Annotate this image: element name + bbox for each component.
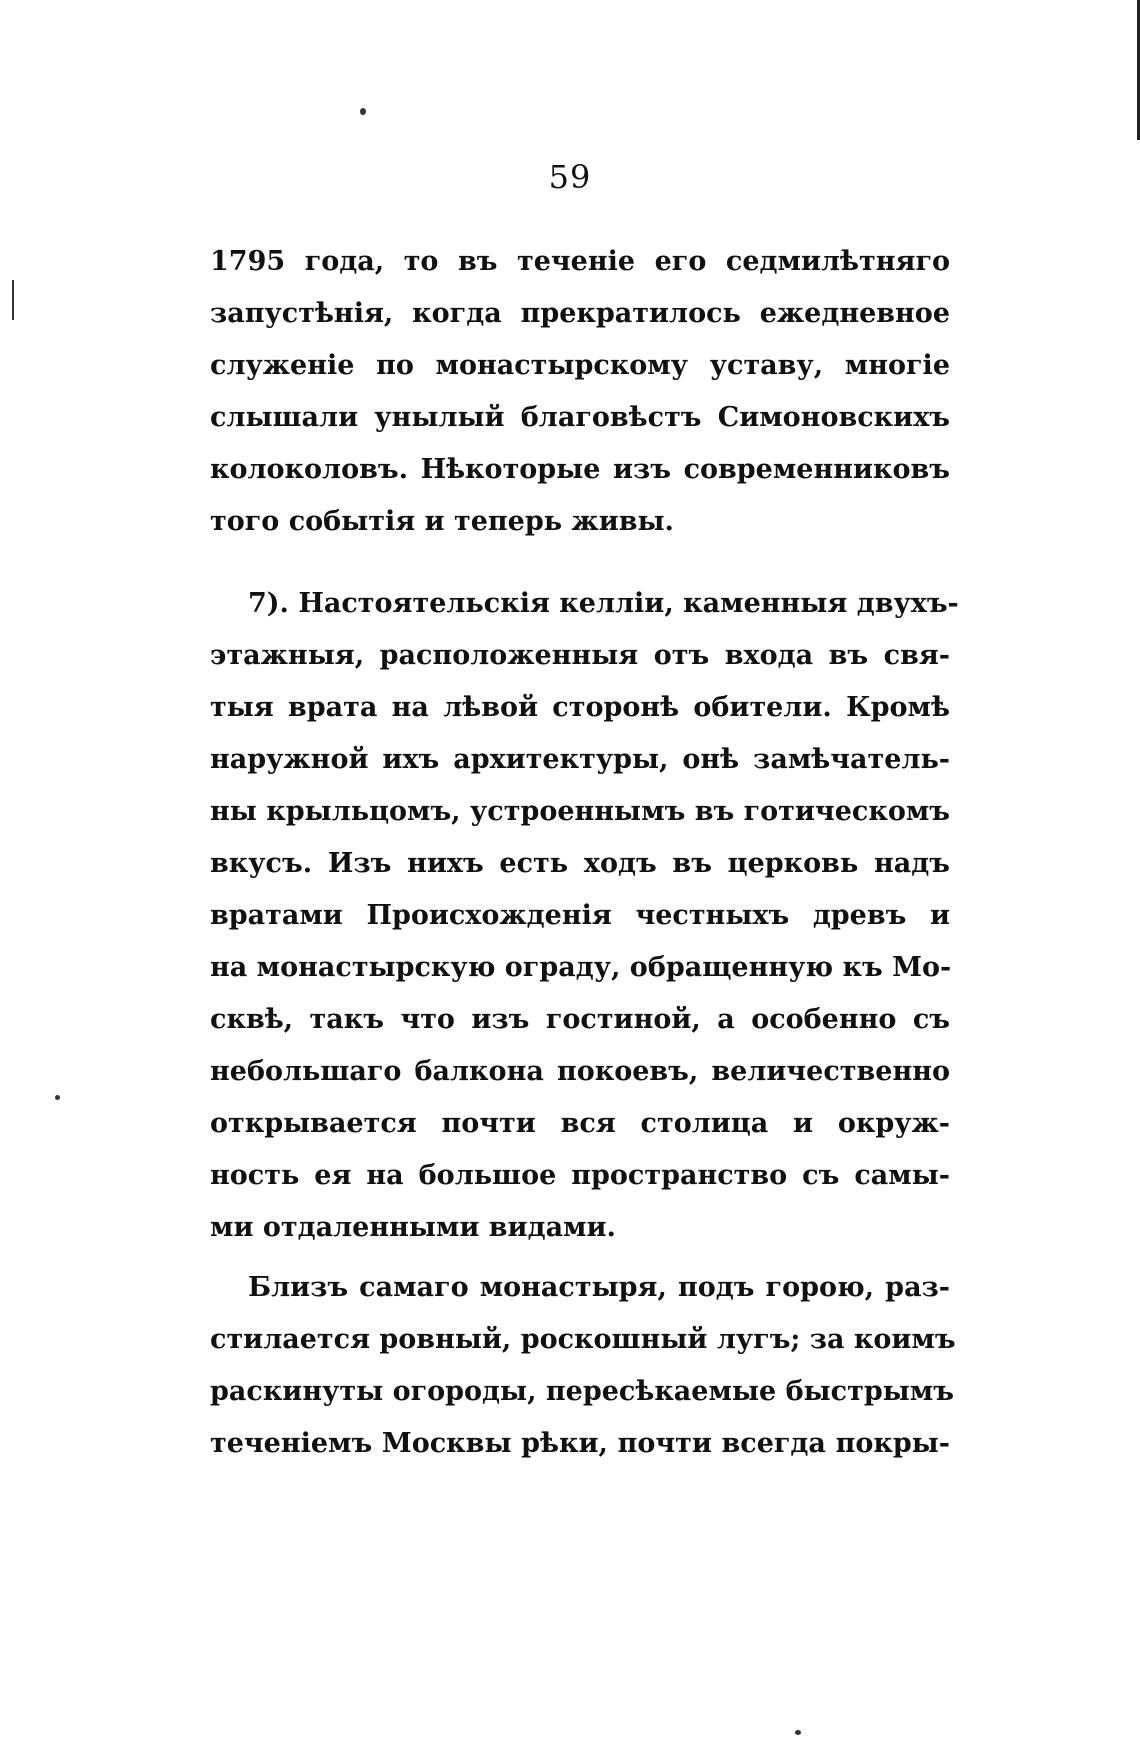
text-line: вкусъ. Изъ нихъ есть ходъ въ церковь надъ — [210, 848, 950, 879]
text-line: ны крыльцомъ, устроеннымъ въ готическомъ — [210, 796, 950, 827]
text-line: этажныя, расположенныя отъ входа въ свя- — [210, 640, 950, 671]
text-line: 1795 года, то въ теченіе его седмилѣтняго — [210, 246, 950, 277]
text-line: Близъ самаго монастыря, подъ горою, раз- — [248, 1272, 950, 1303]
text-line: раскинуты огороды, пересѣкаемые быстрымъ — [210, 1376, 954, 1407]
text-line: открывается почти вся столица и окруж- — [210, 1108, 950, 1139]
text-line: того событія и теперь живы. — [210, 506, 674, 537]
scan-speck — [55, 1095, 60, 1100]
text-line: служеніе по монастырскому уставу, многіе — [210, 350, 950, 381]
text-line: теченіемъ Москвы рѣки, почти всегда покры- — [210, 1428, 950, 1459]
text-line: на монастырскую ограду, обращенную къ Мо- — [210, 952, 952, 983]
text-line: колоколовъ. Нѣкоторые изъ современниковъ — [210, 454, 950, 485]
text-line: ми отдаленными видами. — [210, 1212, 616, 1243]
paragraph-3 — [210, 1262, 956, 1470]
text-line: сквѣ, такъ что изъ гостиной, а особенно съ — [210, 1004, 950, 1035]
scan-speck — [360, 108, 366, 115]
scan-speck — [12, 280, 14, 320]
text-line: ность ея на большое пространство съ самы- — [210, 1160, 950, 1191]
paragraph-2 — [210, 578, 959, 1254]
text-line: вратами Происхожденія честныхъ древъ и — [210, 900, 950, 931]
text-line: 7). Настоятельскія келліи, каменныя двухъ- — [248, 588, 959, 619]
text-line: тыя врата на лѣвой сторонѣ обители. Кромѣ — [210, 692, 950, 723]
page-number: 59 — [548, 158, 592, 196]
paragraph-1 — [210, 236, 950, 548]
scan-speck — [795, 1730, 801, 1735]
text-line: слышали унылый благовѣстъ Симоновскихъ — [210, 402, 950, 433]
text-line: наружной ихъ архитектуры, онѣ замѣчатель- — [210, 744, 950, 775]
text-line: небольшаго балкона покоевъ, величественно — [210, 1056, 950, 1087]
text-line: стилается ровный, роскошный лугъ; за коимъ — [210, 1324, 956, 1355]
text-line: запустѣнія, когда прекратилось ежедневное — [210, 298, 950, 329]
